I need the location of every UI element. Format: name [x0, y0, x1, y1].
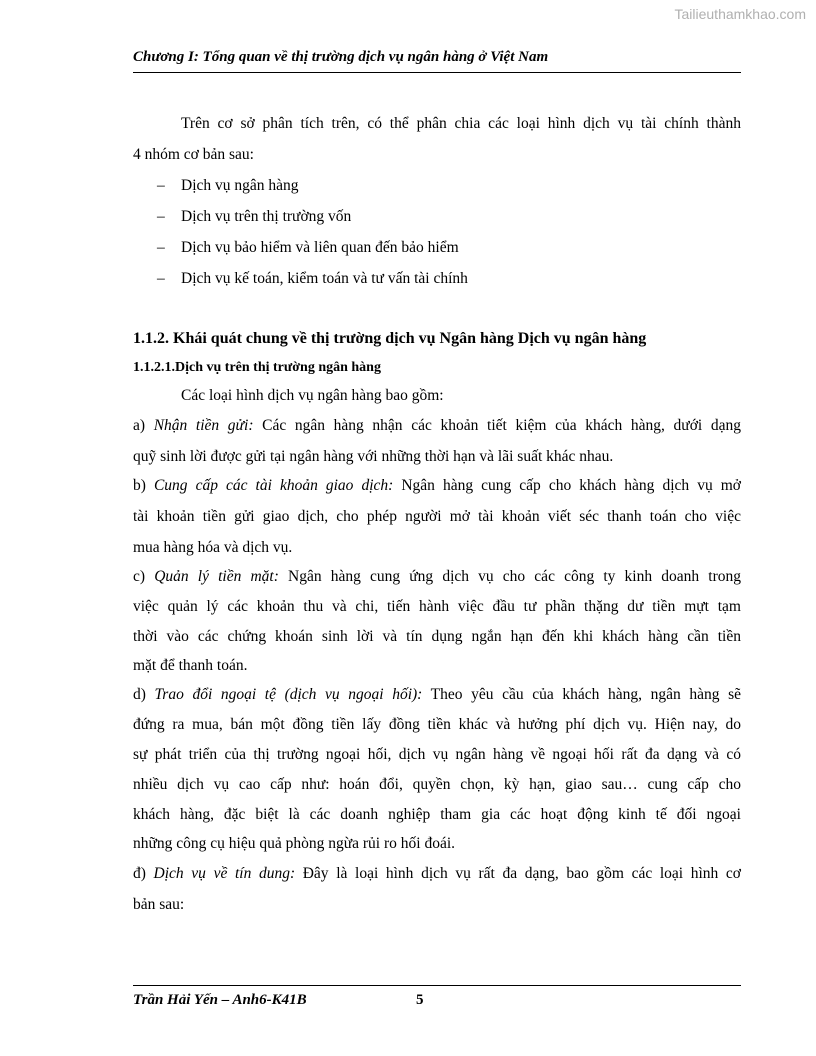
- bullet-text: Dịch vụ ngân hàng: [181, 177, 299, 194]
- paragraph-line: mặt để thanh toán.: [133, 657, 248, 674]
- footer-author: Trần Hải Yến – Anh6-K41B: [133, 992, 307, 1008]
- page-number: 5: [416, 992, 424, 1008]
- item-text: Theo yêu cầu của khách hàng, ngân hàng sẽ: [422, 686, 741, 703]
- item-term: Trao đổi ngoại tệ (dịch vụ ngoại hối):: [154, 686, 423, 703]
- bullet-text: Dịch vụ kế toán, kiểm toán và tư vấn tài chính: [181, 270, 468, 287]
- paragraph-line: tài khoản tiền gửi giao dịch, cho phép người mở tài khoản viết séc thanh toán cho việc: [133, 508, 741, 525]
- item-prefix: c): [133, 568, 155, 585]
- paragraph-d-first-line: [133, 685, 741, 705]
- intro-line-2: 4 nhóm cơ bản sau:: [133, 146, 254, 163]
- item-prefix: d): [133, 686, 155, 703]
- paragraph-c-first-line: [133, 567, 741, 587]
- item-term: Dịch vụ về tín dung:: [153, 865, 296, 882]
- subsection-heading: 1.1.2.1.Dịch vụ trên thị trường ngân hàng: [133, 360, 381, 375]
- dash-bullet: –: [157, 239, 165, 256]
- item-term: Nhận tiền gửi:: [153, 417, 254, 434]
- section-lead: Các loại hình dịch vụ ngân hàng bao gồm:: [181, 387, 444, 404]
- dash-bullet: –: [157, 270, 165, 287]
- header-rule: [133, 72, 741, 73]
- paragraph-line: mua hàng hóa và dịch vụ.: [133, 539, 293, 556]
- paragraph-line: thời vào các chứng khoán sinh lời và tín dụng ngắn hạn đến khi khách hàng cần tiền: [133, 628, 741, 645]
- paragraph-line: sự phát triển của thị trường ngoại hối, dịch vụ ngân hàng về ngoại hối rất đa dạng và có: [133, 746, 741, 763]
- item-prefix: b): [133, 477, 154, 494]
- running-header: Chương I: Tổng quan về thị trường dịch vụ ngân hàng ở Việt Nam: [133, 49, 549, 65]
- bullet-text: Dịch vụ bảo hiểm và liên quan đến bảo hiểm: [181, 239, 459, 256]
- intro-line-1: Trên cơ sở phân tích trên, có thể phân chia các loại hình dịch vụ tài chính thành: [181, 115, 741, 132]
- item-text: Các ngân hàng nhận các khoản tiết kiệm của khách hàng, dưới dạng: [253, 417, 741, 434]
- watermark: Tailieuthamkhao.com: [674, 6, 806, 22]
- item-prefix: đ): [133, 865, 154, 882]
- section-heading: 1.1.2. Khái quát chung về thị trường dịch vụ Ngân hàng Dịch vụ ngân hàng: [133, 330, 647, 347]
- dash-bullet: –: [157, 208, 165, 225]
- paragraph-line: bản sau:: [133, 896, 185, 913]
- paragraph-line: khách hàng, đặc biệt là các doanh nghiệp tham gia các hoạt động kinh tế đối ngoại: [133, 806, 741, 823]
- paragraph-line: những công cụ hiệu quả phòng ngừa rủi ro hối đoái.: [133, 835, 456, 852]
- item-prefix: a): [133, 417, 154, 434]
- footer-rule: [133, 985, 741, 986]
- bullet-text: Dịch vụ trên thị trường vốn: [181, 208, 352, 225]
- paragraph-line: đứng ra mua, bán một đồng tiền lấy đồng tiền khác và hưởng phí dịch vụ. Hiện nay, do: [133, 716, 741, 733]
- item-text: Ngân hàng cung cấp cho khách hàng dịch vụ mở: [393, 477, 741, 494]
- item-text: Đây là loại hình dịch vụ rất đa dạng, bao gồm các loại hình cơ: [295, 865, 741, 882]
- item-text: Ngân hàng cung ứng dịch vụ cho các công ty kinh doanh trong: [278, 568, 741, 585]
- paragraph-line: quỹ sinh lời được gửi tại ngân hàng với những thời hạn và lãi suất khác nhau.: [133, 448, 614, 465]
- paragraph-line: nhiều dịch vụ cao cấp như: hoán đổi, quyền chọn, kỳ hạn, giao sau… cung cấp cho: [133, 776, 741, 793]
- paragraph-b-first-line: [133, 476, 741, 496]
- paragraph-line: việc quản lý các khoản thu và chi, tiến hành việc đầu tư phần thặng dư tiền mựt tạm: [133, 598, 741, 615]
- item-term: Quản lý tiền mặt:: [154, 568, 279, 585]
- paragraph-a-first-line: [133, 416, 741, 436]
- item-term: Cung cấp các tài khoản giao dịch:: [153, 477, 394, 494]
- paragraph-dd-first-line: [133, 864, 741, 884]
- dash-bullet: –: [157, 177, 165, 194]
